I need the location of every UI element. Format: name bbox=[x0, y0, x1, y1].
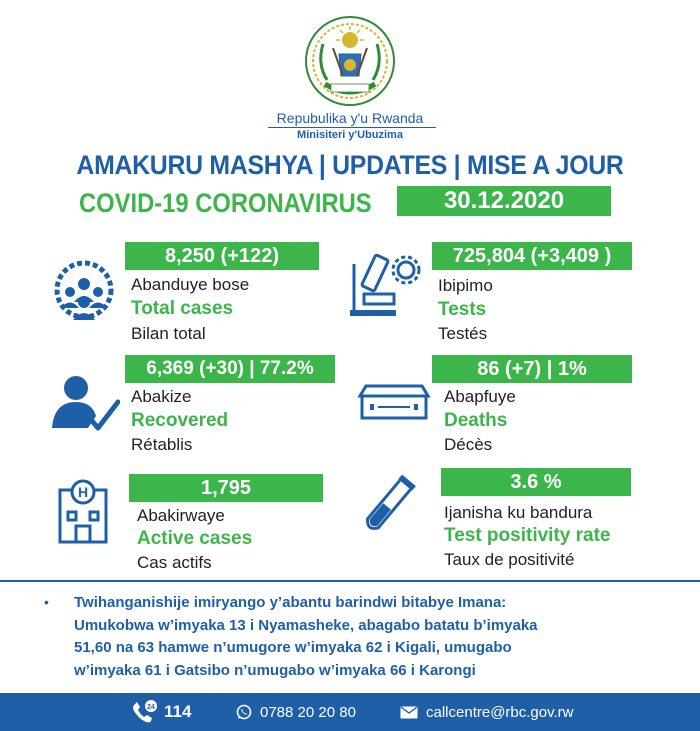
microscope-icon bbox=[346, 244, 422, 322]
whatsapp-icon bbox=[236, 704, 252, 720]
deaths-label-fr: Décès bbox=[444, 435, 493, 454]
positivity-label-fr: Taux de positivité bbox=[444, 550, 575, 569]
total-cases-label-en: Total cases bbox=[131, 298, 234, 319]
deaths-label-rw: Abapfuye bbox=[444, 387, 516, 406]
recovered-label-fr: Rétablis bbox=[131, 435, 193, 454]
tests-label-fr: Testés bbox=[438, 324, 488, 343]
total-cases-label-fr: Bilan total bbox=[131, 324, 206, 343]
page-subtitle: COVID-19 CORONAVIRUS bbox=[79, 188, 372, 218]
person-check-icon bbox=[48, 372, 120, 434]
email-address: callcentre@rbc.gov.rw bbox=[426, 703, 574, 721]
hospital-icon bbox=[56, 474, 110, 544]
coffin-icon bbox=[356, 380, 432, 424]
recovered-value: 6,369 (+30) | 77.2% bbox=[125, 355, 335, 383]
tests-label-rw: Ibipimo bbox=[438, 276, 493, 295]
email-contact[interactable] bbox=[400, 693, 574, 731]
svg-text:24: 24 bbox=[147, 704, 155, 711]
phone-24-icon bbox=[130, 699, 158, 725]
republic-name: Repubulika y'u Rwanda bbox=[276, 110, 424, 126]
note-bullet: • bbox=[44, 594, 49, 610]
positivity-label-en: Test positivity rate bbox=[444, 525, 611, 546]
recovered-label-en: Recovered bbox=[131, 410, 229, 431]
positivity-label-rw: Ijanisha ku bandura bbox=[444, 503, 593, 522]
deaths-value: 86 (+7) | 1% bbox=[432, 355, 632, 383]
date-badge: 30.12.2020 bbox=[397, 186, 611, 216]
test-tube-icon bbox=[352, 470, 422, 540]
page-title: AMAKURU MASHYA | UPDATES | MISE A JOUR bbox=[76, 150, 624, 180]
header-divider bbox=[268, 127, 436, 128]
svg-text:H: H bbox=[77, 484, 89, 500]
hotline-number: 114 bbox=[164, 702, 192, 721]
note-line: 51,60 na 63 hamwe n’umugore w’imyaka 62 i Kigali, umugabo bbox=[74, 639, 512, 656]
note-line: Twihanganishije imiryango y’abantu barindwi bitabye Imana: bbox=[74, 594, 507, 611]
phone-number: 0788 20 20 80 bbox=[260, 703, 356, 721]
active-cases-value: 1,795 bbox=[129, 474, 323, 502]
contact-footer bbox=[0, 693, 700, 731]
positivity-value: 3.6 % bbox=[441, 468, 631, 496]
whatsapp-contact[interactable] bbox=[236, 693, 356, 731]
total-cases-label-rw: Abanduye bose bbox=[131, 275, 250, 294]
tests-label-en: Tests bbox=[438, 299, 487, 320]
note-line: Umukobwa w’imyaka 13 i Nyamasheke, abagabo batatu b’imyaka bbox=[74, 616, 538, 634]
deaths-label-en: Deaths bbox=[444, 410, 508, 431]
hotline[interactable] bbox=[130, 693, 191, 731]
active-cases-label-en: Active cases bbox=[137, 528, 253, 549]
recovered-label-rw: Abakize bbox=[131, 387, 192, 406]
crowd-virus-icon bbox=[50, 258, 118, 320]
rwanda-emblem-icon bbox=[303, 14, 397, 108]
active-cases-label-fr: Cas actifs bbox=[137, 553, 212, 572]
ministry-name: Minisiteri y'Ubuzima bbox=[297, 129, 403, 141]
active-cases-label-rw: Abakirwaye bbox=[137, 506, 225, 525]
email-icon bbox=[400, 706, 418, 719]
tests-value: 725,804 (+3,409 ) bbox=[432, 242, 632, 270]
condolence-note bbox=[74, 592, 674, 682]
note-line: w’imyaka 61 i Gatsibo n’umugabo w’imyaka 66 i Karongi bbox=[74, 661, 476, 679]
total-cases-value: 8,250 (+122) bbox=[125, 242, 319, 270]
section-divider bbox=[0, 580, 700, 582]
